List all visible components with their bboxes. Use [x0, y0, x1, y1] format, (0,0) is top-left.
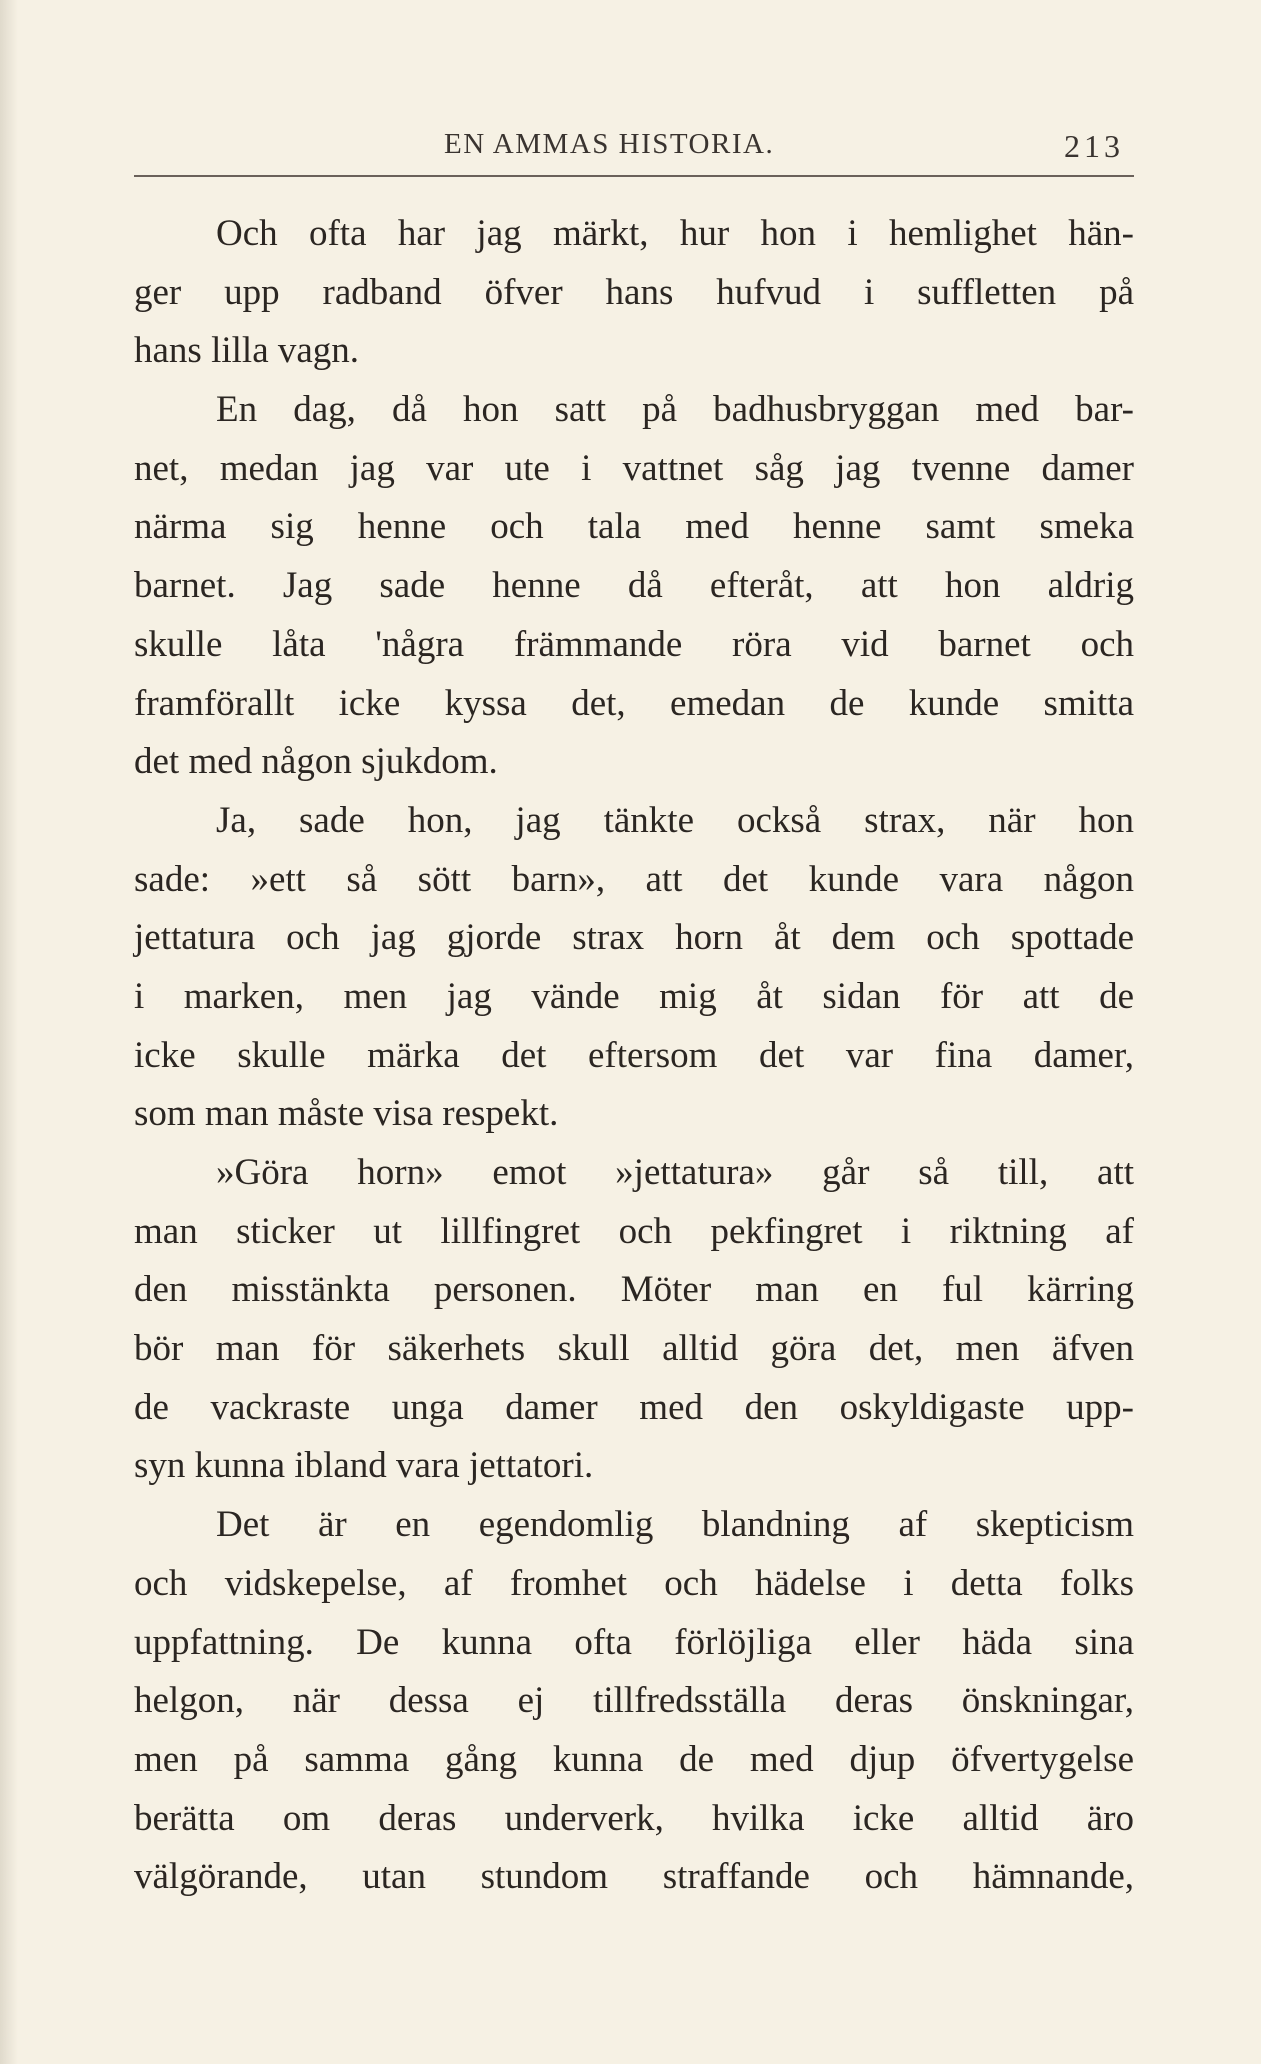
text-line: framförallt icke kyssa det, emedan de kunde smitta	[134, 682, 1134, 724]
text-line: Det är en egendomlig blandning af skepticism	[216, 1504, 1134, 1546]
text-line: jettatura och jag gjorde strax horn åt dem och spottade	[134, 917, 1134, 959]
text-line: man sticker ut lillfingret och pekfingret i riktning af	[134, 1210, 1134, 1252]
text-line: sade: »ett så sött barn», att det kunde vara någon	[134, 858, 1134, 900]
text-line: välgörande, utan stundom straffande och hämnande,	[134, 1856, 1134, 1898]
text-line: En dag, då hon satt på badhusbryggan med bar-	[216, 389, 1134, 431]
text-line: i marken, men jag vände mig åt sidan för att de	[134, 975, 1134, 1017]
text-line: syn kunna ibland vara jettatori.	[134, 1445, 594, 1487]
text-line: hans lilla vagn.	[134, 330, 360, 372]
text-line: men på samma gång kunna de med djup öfvertygelse	[134, 1738, 1134, 1780]
text-line: Och ofta har jag märkt, hur hon i hemlighet hän-	[216, 213, 1134, 254]
body-text	[134, 205, 1134, 1907]
text-line: närma sig henne och tala med henne samt smeka	[134, 506, 1134, 548]
running-title: EN AMMAS HISTORIA.	[444, 128, 775, 160]
text-line: och vidskepelse, af fromhet och hädelse i detta folks	[134, 1562, 1134, 1604]
text-line: berätta om deras underverk, hvilka icke alltid äro	[134, 1797, 1134, 1839]
text-line: bör man för säkerhets skull alltid göra det, men äfven	[134, 1328, 1134, 1370]
text-line: det med någon sjukdom.	[134, 741, 498, 783]
text-line: ger upp radband öfver hans hufvud i suffletten på	[134, 271, 1134, 313]
text-line: uppfattning. De kunna ofta förlöjliga eller häda sina	[134, 1621, 1134, 1663]
text-line: barnet. Jag sade henne då efteråt, att hon aldrig	[134, 565, 1134, 607]
text-line: icke skulle märka det eftersom det var fina damer,	[134, 1034, 1134, 1076]
text-line: skulle låta 'några främmande röra vid barnet och	[134, 623, 1134, 665]
header-rule	[134, 175, 1134, 177]
text-line: helgon, när dessa ej tillfredsställa deras önskningar,	[134, 1680, 1134, 1722]
text-line: som man måste visa respekt.	[134, 1093, 559, 1135]
text-line: Ja, sade hon, jag tänkte också strax, när hon	[216, 799, 1134, 841]
page-number: 213	[1064, 128, 1124, 164]
text-line: de vackraste unga damer med den oskyldigaste upp-	[134, 1386, 1134, 1428]
running-head	[134, 124, 1134, 164]
text-line: den misstänkta personen. Möter man en ful kärring	[134, 1269, 1134, 1311]
text-line: net, medan jag var ute i vattnet såg jag tvenne damer	[134, 447, 1134, 489]
page-edge-shadow	[0, 0, 18, 2064]
text-line: »Göra horn» emot »jettatura» går så till, att	[216, 1152, 1134, 1193]
